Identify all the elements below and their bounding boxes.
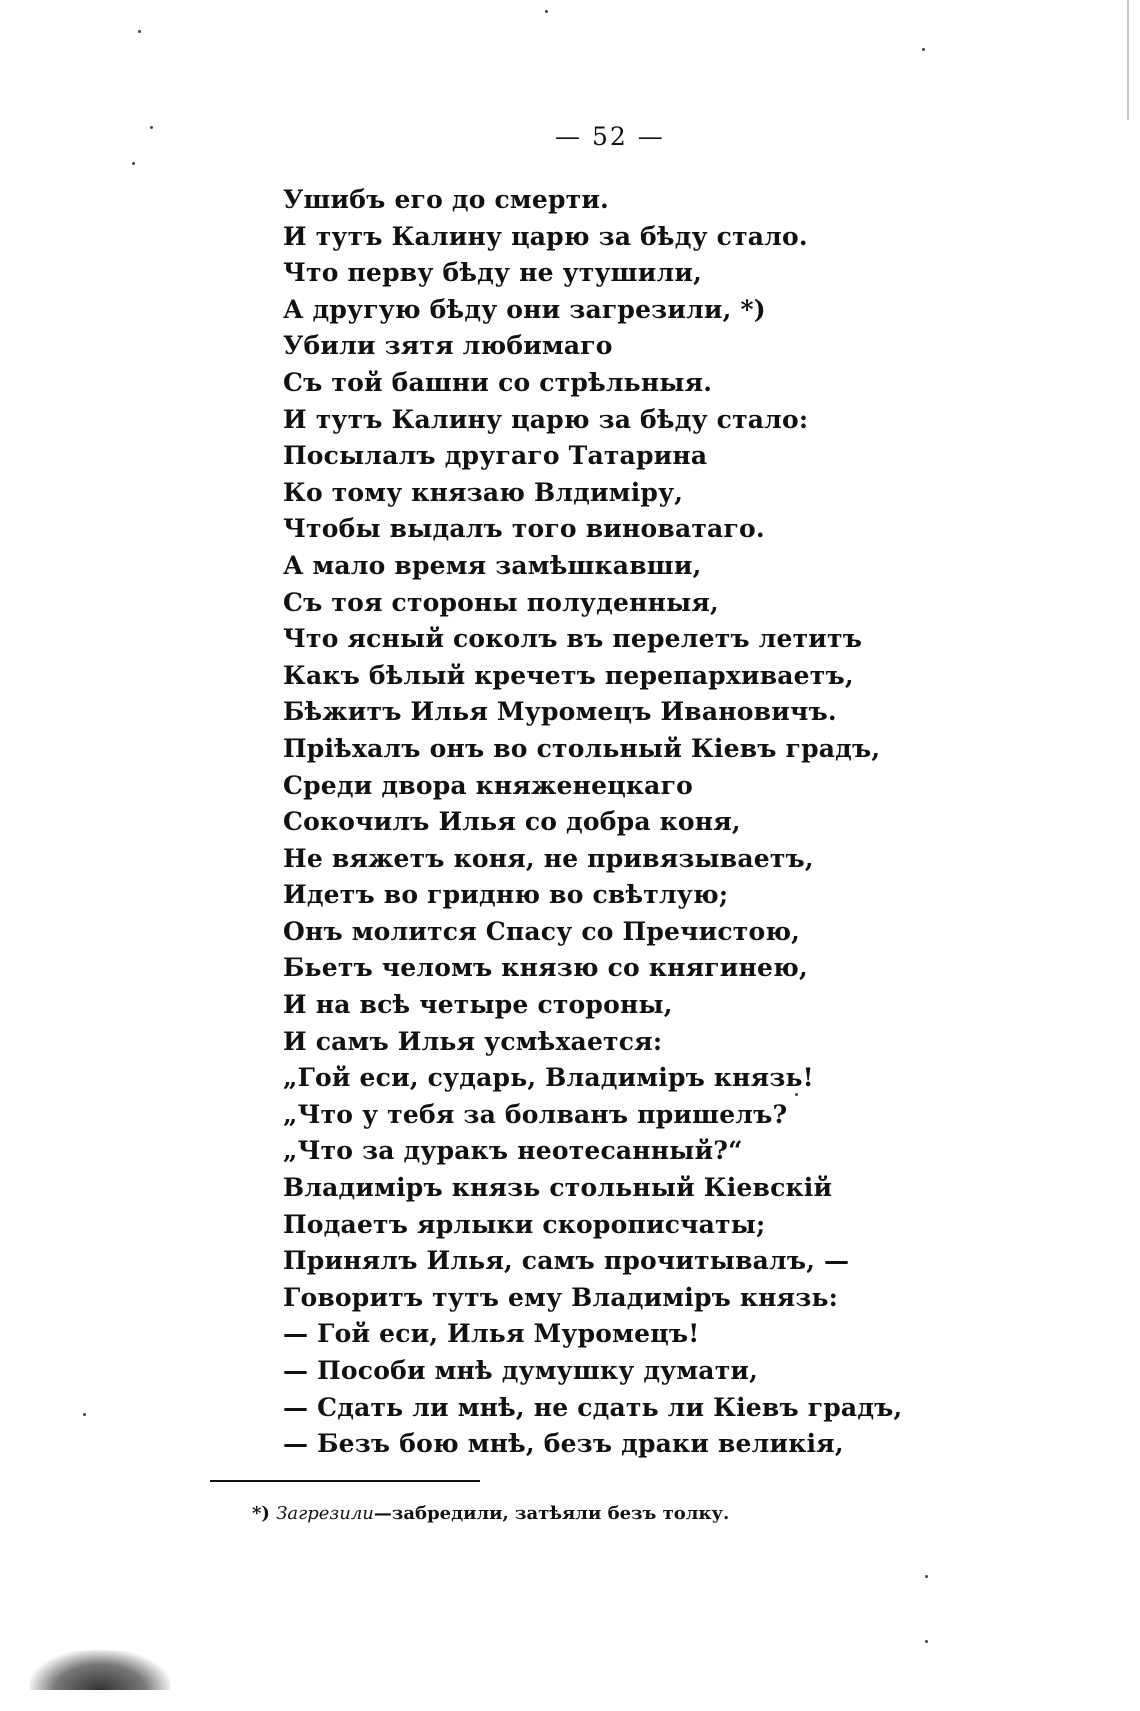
verse-line: Принялъ Илья, самъ прочитывалъ, —: [283, 1246, 850, 1276]
verse-line: Убили зятя любимаго: [283, 331, 613, 361]
verse-line: — Сдать ли мнѣ, не сдать ли Кіевъ градъ,: [283, 1392, 903, 1422]
verse-line: Сокочилъ Илья со добра коня,: [283, 807, 741, 837]
verse-line: Бьетъ челомъ князю со княгинею,: [283, 953, 808, 983]
verse-line: А другую бѣду они загрезили, *): [283, 294, 766, 324]
scan-speck: [922, 48, 925, 51]
verse-line: Что ясный соколъ въ перелетъ летитъ: [283, 624, 863, 654]
page-number: — 52 —: [555, 122, 665, 151]
verse-line: Не вяжетъ коня, не привязываетъ,: [283, 843, 814, 873]
verse-line: Идетъ во гридню во свѣтлую;: [283, 880, 729, 910]
verse-line: Пріѣхалъ онъ во стольный Кіевъ градъ,: [283, 733, 881, 763]
verse-line: Какъ бѣлый кречетъ перепархиваетъ,: [283, 660, 854, 690]
verse-line: А мало время замѣшкавши,: [283, 550, 702, 580]
verse-line: Бѣжитъ Илья Муромецъ Ивановичъ.: [283, 697, 837, 727]
scan-speck: [925, 1640, 928, 1643]
verse-line: Съ тоя стороны полуденныя,: [283, 587, 719, 617]
verse-line: И тутъ Калину царю за бѣду стало:: [283, 404, 809, 434]
verse-line: Что перву бѣду не утушили,: [283, 258, 702, 288]
scan-speck: [545, 10, 548, 13]
verse-line: Онъ молится Спасу со Пречистою,: [283, 916, 801, 946]
scan-speck: [150, 126, 153, 129]
verse-line: И тутъ Калину царю за бѣду стало.: [283, 221, 808, 251]
verse-line: „Что у тебя за болванъ пришелъ?: [283, 1099, 788, 1129]
scan-shadow: [30, 1650, 170, 1690]
scan-edge-line: [1127, 0, 1129, 120]
scan-speck: [132, 162, 135, 165]
verse-line: Владиміръ князь стольный Кіевскій: [283, 1173, 833, 1203]
verse-line: Подаетъ ярлыки скорописчаты;: [283, 1209, 766, 1239]
verse-line: — Гой еси, Илья Муромецъ!: [283, 1319, 700, 1349]
scan-speck: [138, 30, 141, 33]
verse-line: — Пособи мнѣ думушку думати,: [283, 1356, 759, 1385]
verse-line: И самъ Илья усмѣхается:: [283, 1026, 663, 1056]
footnote-divider: [210, 1480, 480, 1482]
verse-line: „Гой еси, сударь, Владиміръ князь!: [283, 1063, 814, 1093]
verse-line: И на всѣ четыре стороны,: [283, 990, 673, 1020]
verse-line: Ушибъ его до смерти.: [283, 185, 609, 214]
footnote: [252, 1503, 729, 1524]
footnote-marker: *): [252, 1503, 270, 1524]
verse-line: Посылалъ другаго Татарина: [283, 441, 708, 471]
verse-line: Чтобы выдалъ того виноватаго.: [283, 514, 765, 544]
verse-line: — Безъ бою мнѣ, безъ драки великія,: [283, 1429, 844, 1459]
footnote-definition: —забредили, затѣяли безъ толку.: [373, 1503, 730, 1524]
verse-line: Съ той башни со стрѣльныя.: [283, 367, 713, 397]
verse-line: Ко тому князаю Влдиміру,: [283, 477, 684, 507]
verse-line: Говоритъ тутъ ему Владиміръ князь:: [283, 1282, 839, 1312]
scan-speck: [83, 1413, 86, 1416]
verse-line: „Что за дуракъ неотесанный?“: [283, 1136, 743, 1166]
verse-line: Среди двора княженецкаго: [283, 770, 693, 800]
scan-speck: [925, 1575, 928, 1578]
footnote-term: Загрезили: [276, 1503, 374, 1524]
verse-block: [283, 182, 903, 1463]
